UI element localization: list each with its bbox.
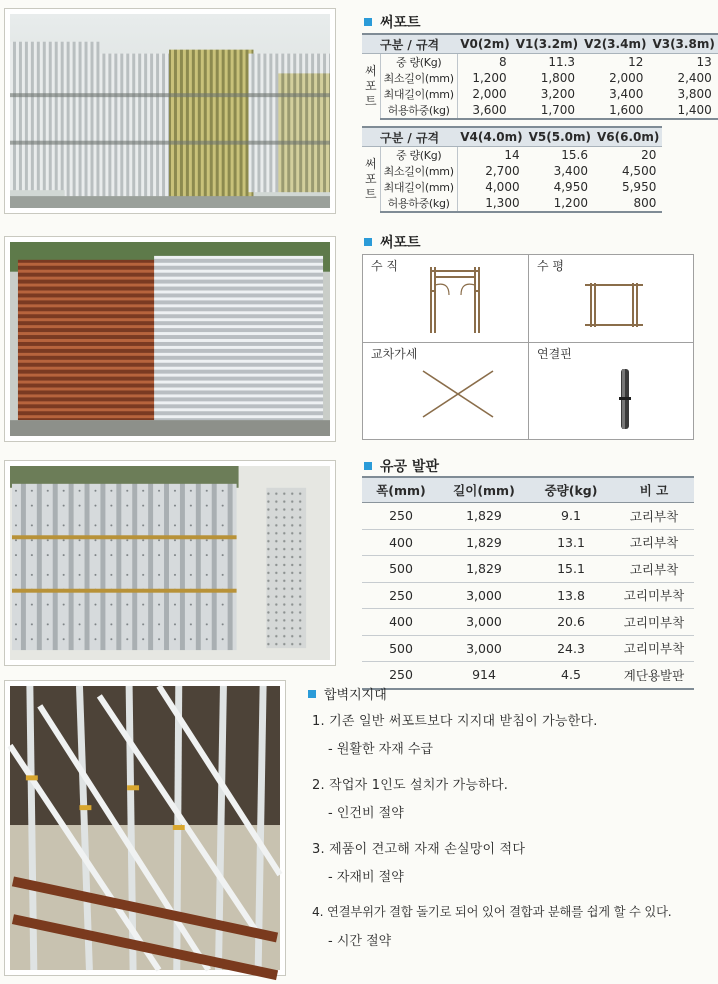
row-label: 중 량(Kg) (380, 147, 457, 164)
parts-heading (364, 232, 421, 252)
cell-value: 1,400 (649, 102, 717, 119)
part-cross-brace (363, 343, 529, 439)
plank-table (362, 476, 694, 690)
table-row (362, 662, 694, 689)
cell-value: 3,600 (457, 102, 512, 119)
part-label: 수 직 (371, 259, 398, 273)
horizontal-frame-icon (529, 255, 693, 343)
col-header: 구분 / 규격 (362, 34, 457, 54)
spec-row (362, 179, 662, 195)
part-label: 교차가세 (371, 347, 418, 361)
plank-table-header (362, 477, 694, 503)
cell-value: 2,000 (609, 71, 644, 85)
cell-value: 15.6 (561, 148, 588, 162)
cell-note: 고리미부착 (614, 609, 694, 636)
col-header: 중량(kg) (528, 477, 614, 503)
cell-value: 1,300 (457, 195, 525, 212)
item-text: 3. 제품이 견고해 자재 손실망이 적다 (312, 842, 526, 857)
cell-width: 500 (362, 635, 440, 662)
item-sub: - 자재비 절약 (328, 870, 404, 885)
table-row (362, 529, 694, 556)
cell-value: 1,800 (540, 71, 576, 85)
item-text: 1. 기존 일반 써포트보다 지지대 받침이 가능한다. (312, 714, 598, 729)
bullet-square-icon (364, 462, 372, 470)
cell-value: 1,200 (472, 71, 507, 85)
cell-note: 고리부착 (614, 529, 694, 556)
cell-weight: 24.3 (528, 635, 614, 662)
spec-row (362, 70, 718, 86)
table-row (362, 582, 694, 609)
wall-support-heading (308, 684, 387, 703)
cell-value: 4,950 (553, 180, 588, 194)
support-spec-table-2 (362, 126, 662, 213)
plank-heading (364, 456, 439, 476)
wall-support-photo (4, 680, 286, 976)
item-text: 2. 작업자 1인도 설치가 가능하다. (312, 778, 509, 793)
cell-value: 12 (628, 55, 644, 69)
cell-weight: 20.6 (528, 609, 614, 636)
spec-table-header (362, 127, 662, 147)
cell-length: 3,000 (440, 582, 528, 609)
cell-value: 2,700 (485, 164, 520, 178)
spec-row (362, 102, 718, 119)
cell-value: 800 (594, 195, 662, 212)
item-sub: - 원활한 자재 수급 (328, 742, 433, 757)
cell-value: 3,800 (677, 87, 712, 101)
cell-length: 3,000 (440, 609, 528, 636)
side-label: 써 포 트 (362, 54, 380, 120)
connecting-pin-icon (529, 343, 693, 439)
cell-value: 20 (641, 148, 657, 162)
spec-row (362, 147, 662, 164)
item-text: 4. 연결부위가 결합 돌기로 되어 있어 결합과 분해를 쉽게 할 수 있다. (312, 905, 672, 919)
parts-title: 써포트 (380, 235, 421, 251)
cell-value: 4,000 (485, 180, 520, 194)
col-header: 구분 / 규격 (362, 127, 457, 147)
cell-width: 250 (362, 662, 440, 689)
col-header: 비 고 (614, 477, 694, 503)
vertical-frame-icon (363, 255, 529, 343)
parts-grid (362, 254, 694, 440)
support-stack-photo (4, 8, 336, 214)
row-label: 허용하중(kg) (380, 102, 457, 119)
cell-weight: 13.8 (528, 582, 614, 609)
plank-stack-photo (4, 460, 336, 666)
col-header: 길이(mm) (440, 477, 528, 503)
bullet-square-icon (364, 18, 372, 26)
cell-value: 2,400 (677, 71, 712, 85)
col-header: V3(3.8m) (649, 34, 717, 54)
cell-value: 3,200 (540, 87, 576, 101)
item-sub: - 인건비 절약 (328, 806, 404, 821)
cell-length: 1,829 (440, 503, 528, 530)
cell-width: 500 (362, 556, 440, 583)
spec-row (362, 54, 718, 71)
cell-note: 고리부착 (614, 503, 694, 530)
row-label: 최대길이(mm) (380, 86, 457, 102)
cell-note: 고리미부착 (614, 635, 694, 662)
part-vertical (363, 255, 529, 343)
spec-row (362, 195, 662, 212)
support-spec-table-1 (362, 33, 718, 120)
row-label: 허용하중(kg) (380, 195, 457, 212)
spec-row (362, 163, 662, 179)
frame-stack-photo (4, 236, 336, 442)
col-header: V0(2m) (457, 34, 512, 54)
cell-width: 250 (362, 582, 440, 609)
row-label: 중 량(Kg) (380, 54, 457, 71)
col-header: V1(3.2m) (513, 34, 581, 54)
col-header: V6(6.0m) (594, 127, 662, 147)
table-row (362, 635, 694, 662)
item-sub: - 시간 절약 (328, 934, 392, 949)
col-header: 폭(mm) (362, 477, 440, 503)
part-horizontal (529, 255, 693, 343)
cell-length: 1,829 (440, 556, 528, 583)
cell-value: 14 (504, 148, 520, 162)
cross-brace-icon (363, 343, 529, 439)
cell-weight: 13.1 (528, 529, 614, 556)
cell-note: 고리부착 (614, 556, 694, 583)
table-row (362, 503, 694, 530)
support-spec-title: 써포트 (380, 15, 421, 31)
col-header: V5(5.0m) (526, 127, 594, 147)
cell-value: 1,600 (581, 102, 649, 119)
part-label: 수 평 (537, 259, 564, 273)
part-label: 연결핀 (537, 347, 572, 361)
cell-weight: 9.1 (528, 503, 614, 530)
cell-length: 1,829 (440, 529, 528, 556)
table-row (362, 556, 694, 583)
cell-value: 1,700 (513, 102, 581, 119)
cell-value: 2,000 (472, 87, 507, 101)
cell-weight: 15.1 (528, 556, 614, 583)
spec-table-header (362, 34, 718, 54)
cell-value: 1,200 (526, 195, 594, 212)
cell-value: 8 (499, 55, 507, 69)
cell-width: 400 (362, 529, 440, 556)
cell-length: 3,000 (440, 635, 528, 662)
cell-weight: 4.5 (528, 662, 614, 689)
part-connecting-pin (529, 343, 693, 439)
bullet-square-icon (308, 690, 316, 698)
col-header: V2(3.4m) (581, 34, 649, 54)
row-label: 최소길이(mm) (380, 70, 457, 86)
cell-width: 400 (362, 609, 440, 636)
table-row (362, 609, 694, 636)
cell-note: 고리미부착 (614, 582, 694, 609)
plank-title: 유공 발판 (380, 459, 439, 475)
col-header: V4(4.0m) (457, 127, 525, 147)
row-label: 최대길이(mm) (380, 179, 457, 195)
side-label: 써 포 트 (362, 147, 380, 213)
cell-width: 250 (362, 503, 440, 530)
cell-value: 11.3 (548, 55, 576, 69)
cell-value: 13 (696, 55, 712, 69)
bullet-square-icon (364, 238, 372, 246)
cell-value: 3,400 (609, 87, 644, 101)
row-label: 최소길이(mm) (380, 163, 457, 179)
spec-row (362, 86, 718, 102)
support-spec-heading (364, 12, 421, 32)
cell-length: 914 (440, 662, 528, 689)
cell-value: 3,400 (553, 164, 588, 178)
cell-value: 4,500 (621, 164, 657, 178)
cell-value: 5,950 (621, 180, 657, 194)
cell-note: 계단용발판 (614, 662, 694, 689)
wall-support-title: 합벽지지대 (324, 688, 387, 703)
